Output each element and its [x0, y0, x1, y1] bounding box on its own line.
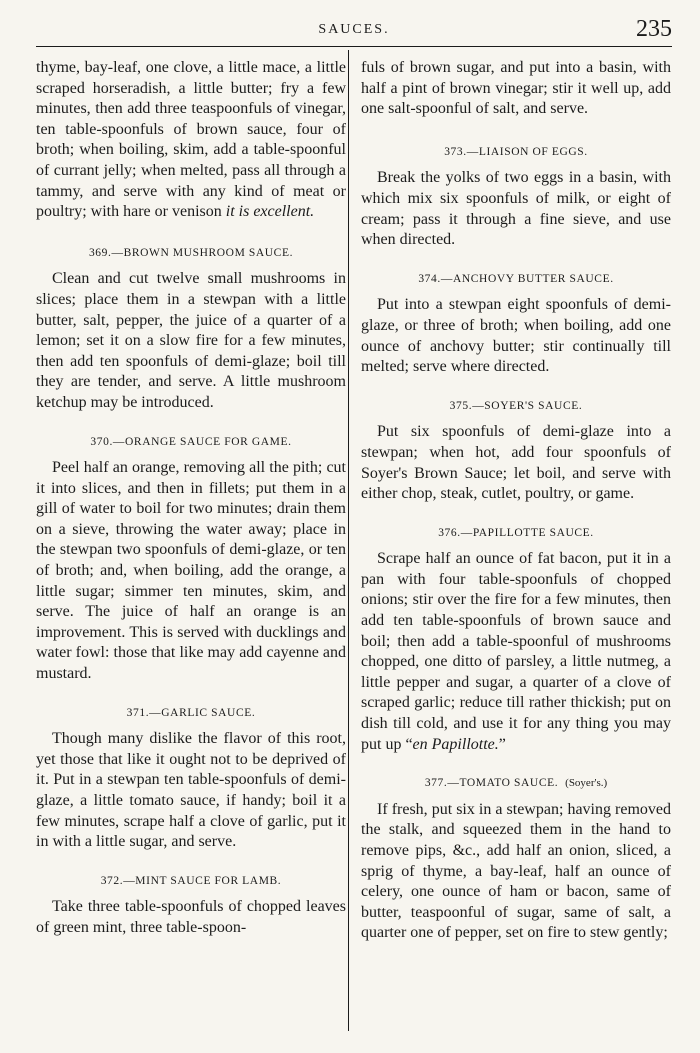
recipe-title-377-note: (Soyer's.): [565, 777, 608, 790]
continued-text: [36, 58, 346, 223]
recipe-body-370: Peel half an orange, removing all the pith; cut it into slices, and then in fillets; put them in a gill of water to boil for two minutes; drain them on a sieve, throwing the water away; place in the stewpan two spoonfuls of demi-glaze, or ten of broth; and, when boiling, add the orange, a little sugar; simmer ten minutes, skim, and serve. The juice of half an orange is an improvement. This is served with ducklings and water fowl: those that like may add cayenne and mustard.: [36, 459, 346, 683]
recipe-body-371: Though many dislike the flavor of this root, yet those that like it ought not to be deprived of it. Put in a stewpan ten table-spoonfuls of demi-glaze, a little tomato sauce, if handy; boil it a few minutes, scrape half a clove of garlic, put it in with a little sugar, and serve.: [36, 730, 346, 851]
recipe-body-377: If fresh, put six in a stewpan; having removed the stalk, and squeezed them in the hand to remove pips, &c., add half an onion, sliced, a sprig of thyme, a bay-leaf, half an ounce of celery, one ounce of ham or bacon, same of butter, teaspoonful of sugar, same of salt, a quarter one of pepper, set on fire to stew gently;: [361, 800, 671, 942]
recipe-title-374: 374.—ANCHOVY BUTTER SAUCE.: [418, 272, 614, 285]
page-number: 235: [636, 16, 672, 42]
left-column: [36, 58, 346, 939]
recipe-title-377-text: 377.—TOMATO SAUCE.: [424, 777, 559, 790]
recipe-title-371: 371.—GARLIC SAUCE.: [126, 706, 256, 719]
recipe-title-375: 375.—SOYER'S SAUCE.: [449, 399, 583, 412]
recipe-body-376-emphasis: en Papillotte.: [412, 735, 499, 753]
recipe-title-369: 369.—BROWN MUSHROOM SAUCE.: [88, 246, 294, 259]
recipe-title-377: [361, 773, 671, 794]
recipe-body-376-text: Scrape half an ounce of fat bacon, put it in a pan with four table-spoonfuls of chopped onions; stir over the fire for a few minutes, then add ten table-spoonfuls of brown sauce and boil; then add a table-spoonful of mushrooms chopped, one ditto of parsley, a little nutmeg, a little pepper and sugar, a quarter of a clove of scraped garlic; reduce till rather thickish; put on dish till cold, and use it for any thing you may put up “: [361, 550, 671, 753]
running-title: SAUCES.: [318, 22, 390, 37]
right-column: [361, 58, 671, 944]
header-rule: [36, 46, 672, 47]
recipe-title-376: 376.—PAPILLOTTE SAUCE.: [438, 526, 594, 539]
continued-text-emphasis: it is excellent.: [225, 203, 315, 221]
running-header: [36, 14, 672, 46]
recipe-body-376-end: ”: [498, 735, 506, 753]
recipe-title-372: 372.—MINT SAUCE FOR LAMB.: [100, 874, 282, 887]
recipe-body-372: Take three table-spoonfuls of chopped leaves of green mint, three table-spoon-: [36, 898, 346, 936]
continued-text-body: thyme, bay-leaf, one clove, a little mace, a little scraped horseradish, a little butter; fry a few minutes, then add three teaspoonfuls of vinegar, ten table-spoonfuls of brown sauce, four of broth; when boiling, skim, add a table-spoonful of currant jelly; when melted, pass all through a tammy, and serve with any kind of meat or poultry; with hare or venison: [36, 59, 346, 221]
recipe-body-373: Break the yolks of two eggs in a basin, with which mix six spoonfuls of milk, or eight of cream; pass it through a fine sieve, and use when directed.: [361, 169, 671, 249]
recipe-body-375: Put six spoonfuls of demi-glaze into a stewpan; when hot, add four spoonfuls of Soyer's Brown Sauce; let boil, and serve with either chop, steak, cutlet, poultry, or game.: [361, 423, 671, 503]
recipe-title-370: 370.—ORANGE SAUCE FOR GAME.: [90, 435, 292, 448]
recipe-body-376: [361, 549, 671, 755]
recipe-body-369: Clean and cut twelve small mushrooms in slices; place them in a stewpan with a little butter, salt, pepper, the juice of a quarter of a lemon; set it on a slow fire for a few minutes, then add ten spoonfuls of demi-glaze; boil till they are tender, and serve. A little mushroom ketchup may be introduced.: [36, 270, 346, 411]
column-divider: [348, 50, 349, 1031]
recipe-body-374: Put into a stewpan eight spoonfuls of demi-glaze, or three of broth; when boiling, add one ounce of anchovy butter; stir continually till melted; serve where directed.: [361, 296, 671, 376]
continued-text-right: fuls of brown sugar, and put into a basin, with half a pint of brown vinegar; stir it well up, add one salt-spoonful of salt, and serve.: [361, 59, 671, 118]
recipe-title-373: 373.—LIAISON OF EGGS.: [444, 145, 588, 158]
